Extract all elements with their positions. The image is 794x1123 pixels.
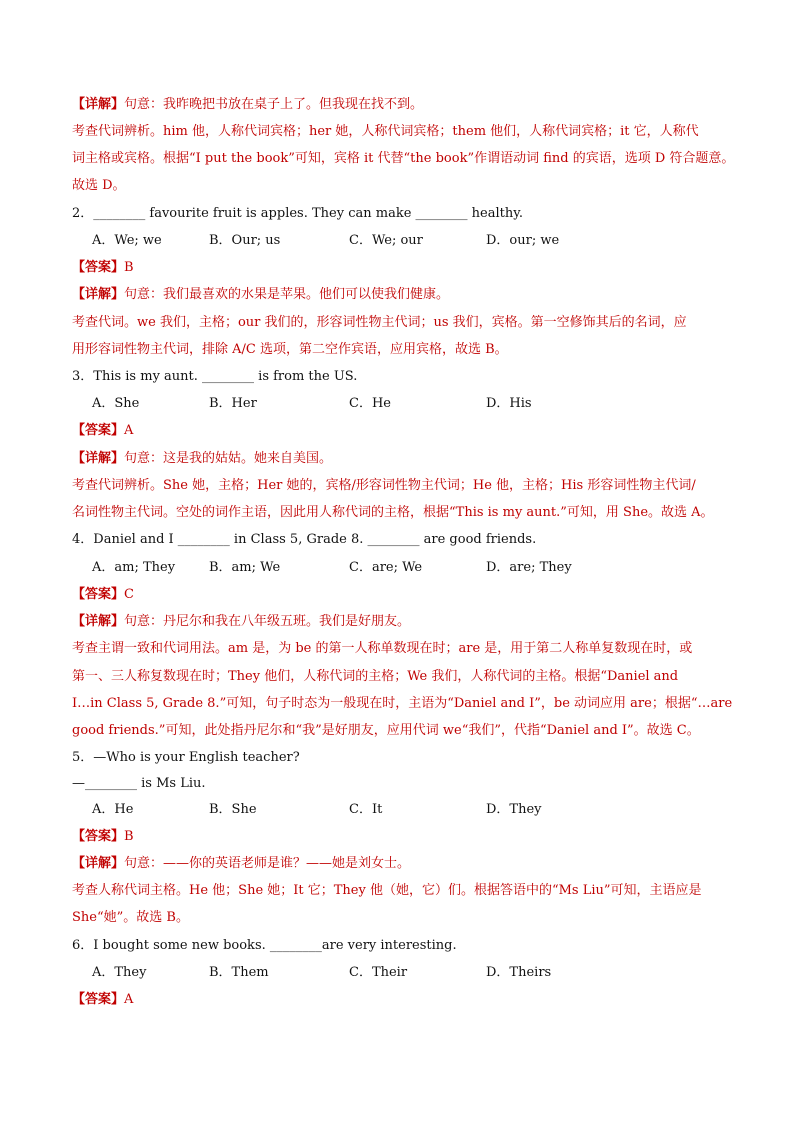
option-d: D．are; They [486, 560, 572, 575]
option-c: C．He [349, 396, 391, 411]
q5-stem: 5．—Who is your English teacher? [72, 750, 300, 765]
q4-explain-line: 第一、三人称复数现在时；They 他们，人称代词的主格；We 我们，人称代词的主格。根据“Daniel and [72, 669, 679, 684]
q4-explain-line: 考查主谓一致和代词用法。am 是，为 be 的第一人称单数现在时；are 是，用于第二人称单复数现在时，或 [72, 641, 693, 656]
q3-explain-line: 名词性物主代词。空处的词作主语，因此用人称代词的主格，根据“This is my aunt.”可知，用 She。故选 A。 [72, 505, 714, 520]
q3-explain-line: 考查代词辨析。She 她，主格；Her 她的，宾格/形容词性物主代词；He 他，主格；His 形容词性物主代词/ [72, 478, 696, 493]
option-d: D．Theirs [486, 965, 552, 980]
option-a: A．We; we [92, 233, 162, 248]
q3-detail: 【详解】句意：这是我的姑姑。她来自美国。 [72, 451, 333, 466]
option-b: B．Our; us [209, 233, 281, 248]
option-a: A．am; They [92, 560, 176, 575]
option-b: B．She [209, 802, 257, 817]
option-b: B．am; We [209, 560, 281, 575]
q5-explain-line: She“她”。故选 B。 [72, 910, 189, 925]
q3-stem: 3．This is my aunt. ________ is from the US. [72, 369, 358, 384]
q4-answer: 【答案】C [72, 587, 134, 602]
option-c: C．Their [349, 965, 408, 980]
q4-answer-value: C [124, 587, 134, 602]
q2-answer-value: B [124, 260, 134, 275]
option-d: D．our; we [486, 233, 560, 248]
q1-explain-line: 故选 D。 [72, 178, 126, 193]
q1-explain-line: 词主格或宾格。根据“I put the book”可知，宾格 it 代替“the book”作谓语动词 find 的宾语，选项 D 符合题意。 [72, 151, 735, 166]
option-b: B．Them [209, 965, 269, 980]
q3-answer-value: A [124, 423, 134, 438]
q1-explain-line: 考查代词辨析。him 他，人称代词宾格；her 她，人称代词宾格；them 他们，人称代词宾格；it 它，人称代 [72, 124, 699, 139]
q4-explain-line: good friends.”可知，此处指丹尼尔和“我”是好朋友，应用代词 we“我们”，代指“Daniel and I”。故选 C。 [72, 723, 700, 738]
option-c: C．are; We [349, 560, 423, 575]
q4-explain-line: I…in Class 5, Grade 8.”可知，句子时态为一般现在时，主语为“Daniel and I”，be 动词应用 are；根据“…are [72, 696, 733, 711]
option-c: C．We; our [349, 233, 423, 248]
option-b: B．Her [209, 396, 257, 411]
q2-stem: 2．________ favourite fruit is apples. They can make ________ healthy. [72, 206, 523, 221]
q6-stem: 6．I bought some new books. ________are very interesting. [72, 938, 457, 953]
option-a: A．He [92, 802, 134, 817]
q2-explain-line: 考查代词。we 我们，主格；our 我们的，形容词性物主代词；us 我们，宾格。第一空修饰其后的名词，应 [72, 315, 687, 330]
option-d: D．They [486, 802, 542, 817]
q5-stem-reply: —________ is Ms Liu. [72, 776, 206, 791]
q2-detail: 【详解】句意：我们最喜欢的水果是苹果。他们可以使我们健康。 [72, 287, 450, 302]
option-a: A．She [92, 396, 140, 411]
q6-answer: 【答案】A [72, 992, 134, 1007]
option-a: A．They [92, 965, 147, 980]
option-d: D．His [486, 396, 532, 411]
q5-explain-line: 考查人称代词主格。He 他；She 她；It 它；They 他（她，它）们。根据答语中的“Ms Liu”可知，主语应是 [72, 883, 702, 898]
detail-tag: 【详解】 [72, 97, 125, 112]
q2-answer: 【答案】B [72, 260, 134, 275]
q5-answer-value: B [124, 829, 134, 844]
q2-explain-line: 用形容词性物主代词，排除 A/C 选项，第二空作宾语，应用宾格，故选 B。 [72, 342, 508, 357]
q5-detail: 【详解】句意：——你的英语老师是谁？——她是刘女士。 [72, 856, 411, 871]
q1-detail-text: 句意：我昨晚把书放在桌子上了。但我现在找不到。 [124, 97, 424, 112]
q4-stem: 4．Daniel and I ________ in Class 5, Grade 8. ________ are good friends. [72, 532, 537, 547]
q3-answer: 【答案】A [72, 423, 134, 438]
q4-detail: 【详解】句意：丹尼尔和我在八年级五班。我们是好朋友。 [72, 614, 411, 629]
option-c: C．It [349, 802, 383, 817]
q5-answer: 【答案】B [72, 829, 134, 844]
q1-detail [72, 96, 728, 114]
q6-answer-value: A [124, 992, 134, 1007]
